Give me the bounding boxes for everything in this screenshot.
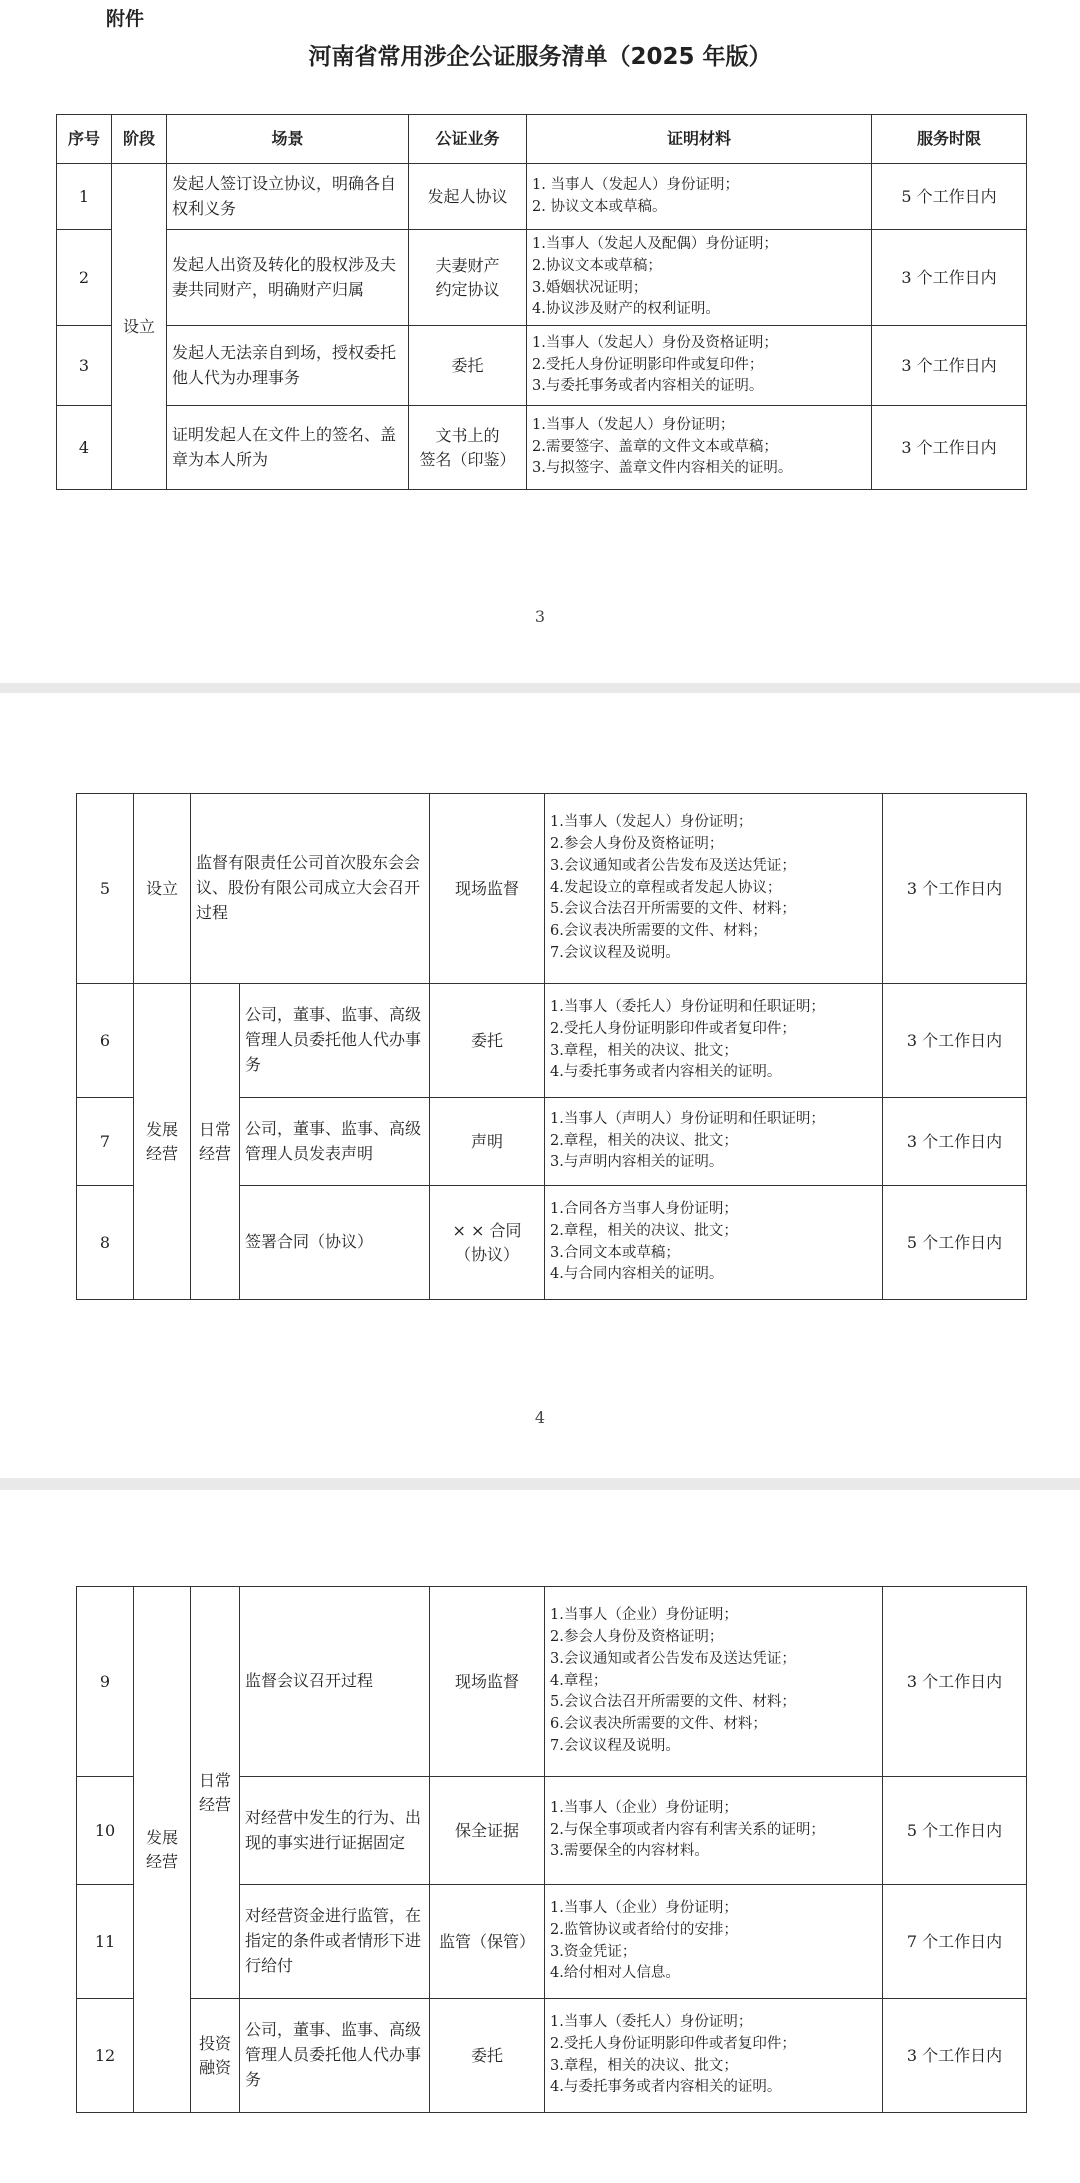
page-number: 4 [534, 1408, 546, 1427]
material-item: 2.受托人身份证明影印件或者复印件； [550, 2035, 796, 2052]
material-item: 4.与委托事务或者内容相关的证明。 [550, 2079, 782, 2096]
row-business: 保全证据 [430, 1777, 545, 1885]
row-materials [545, 794, 883, 984]
material-item: 1.合同各方当事人身份证明； [550, 1201, 738, 1217]
material-item: 1.当事人（发起人）身份证明； [532, 416, 735, 433]
row-no: 9 [77, 1587, 134, 1777]
row-time: 5 个工作日内 [883, 1777, 1027, 1885]
material-item: 5.会议合法召开所需要的文件、材料； [550, 1694, 796, 1711]
row-scene: 对经营中发生的行为、出现的事实进行证据固定 [240, 1777, 430, 1885]
material-item: 1.当事人（企业）身份证明； [550, 1607, 738, 1624]
table-row [77, 1999, 1027, 2113]
header-materials: 证明材料 [527, 115, 872, 164]
table-row [57, 164, 1027, 230]
row-no: 7 [77, 1098, 134, 1186]
page-1 [0, 0, 1080, 683]
row-scene: 公司，董事、监事、高级管理人员发表声明 [240, 1098, 430, 1186]
row-business: 现场监督 [430, 1587, 545, 1777]
material-item: 3.与拟签字、盖章文件内容相关的证明。 [532, 460, 793, 477]
row-scene: 签署合同（协议） [240, 1186, 430, 1300]
material-item: 4.发起设立的章程或者发起人协议； [550, 879, 782, 896]
row-scene: 监督会议召开过程 [240, 1587, 430, 1777]
stage-cell: 设立 [112, 164, 167, 490]
page-gap [0, 683, 1080, 693]
material-item: 1. 当事人（发起人）身份证明； [532, 176, 739, 193]
row-business: 夫妻财产 约定协议 [409, 230, 527, 326]
substage-cell: 日常 经营 [191, 1587, 240, 1999]
material-item: 3.会议通知或者公告发布及送达凭证； [550, 1650, 796, 1667]
row-business: 声明 [430, 1098, 545, 1186]
material-item: 1.当事人（发起人及配偶）身份证明； [532, 236, 778, 252]
row-business: 委托 [430, 984, 545, 1098]
table-row [57, 406, 1027, 490]
table-row [77, 984, 1027, 1098]
row-materials [527, 406, 872, 490]
row-materials [545, 1885, 883, 1999]
material-item: 4.给付相对人信息。 [550, 1965, 680, 1982]
row-scene: 监督有限责任公司首次股东会会议、股份有限公司成立大会召开过程 [191, 794, 430, 984]
material-item: 2.与保全事项或者内容有利害关系的证明； [550, 1821, 825, 1838]
row-business: 文书上的 签名（印鉴） [409, 406, 527, 490]
row-materials [545, 1999, 883, 2113]
attachment-label: 附件 [106, 8, 145, 30]
material-item: 7.会议议程及说明。 [550, 1737, 680, 1754]
row-scene: 公司，董事、监事、高级管理人员委托他人代办事务 [240, 1999, 430, 2113]
row-scene: 公司，董事、监事、高级管理人员委托他人代办事务 [240, 984, 430, 1098]
header-stage: 阶段 [112, 115, 167, 164]
material-item: 4.与委托事务或者内容相关的证明。 [550, 1064, 782, 1081]
row-materials [527, 230, 872, 326]
material-item: 2.监管协议或者给付的安排； [550, 1921, 738, 1938]
row-time: 3 个工作日内 [883, 1587, 1027, 1777]
material-item: 3.婚姻状况证明； [532, 279, 648, 296]
substage-cell: 投资 融资 [191, 1999, 240, 2113]
material-item: 2.需要签字、盖章的文件文本或草稿； [532, 438, 778, 455]
row-business: 发起人协议 [409, 164, 527, 230]
material-item: 3.与声明内容相关的证明。 [550, 1154, 724, 1171]
service-table-part-1 [56, 114, 1027, 490]
material-item: 4.章程； [550, 1672, 608, 1689]
row-materials [545, 1098, 883, 1186]
page-2 [0, 693, 1080, 1478]
row-time: 3 个工作日内 [883, 794, 1027, 984]
substage-cell: 日常 经营 [191, 984, 240, 1300]
material-item: 3.章程，相关的决议、批文； [550, 1042, 738, 1059]
page-number: 3 [534, 607, 546, 626]
table-row [57, 326, 1027, 406]
header-time: 服务时限 [872, 115, 1027, 164]
stage-cell: 设立 [134, 794, 191, 984]
document-title: 河南省常用涉企公证服务清单（2025 年版） [308, 44, 772, 70]
material-item: 4.与合同内容相关的证明。 [550, 1266, 724, 1283]
row-materials [527, 326, 872, 406]
material-item: 2.受托人身份证明影印件或复印件； [532, 356, 764, 373]
material-item: 2.参会人身份及资格证明； [550, 836, 724, 853]
material-item: 1.当事人（企业）身份证明； [550, 1799, 738, 1816]
row-materials [545, 1186, 883, 1300]
row-business: × × 合同 （协议） [430, 1186, 545, 1300]
row-materials [545, 1587, 883, 1777]
material-item: 2.参会人身份及资格证明； [550, 1629, 724, 1646]
material-item: 1.当事人（发起人）身份及资格证明； [532, 334, 778, 351]
material-item: 1.当事人（委托人）身份证明和任职证明； [550, 999, 825, 1015]
row-materials [545, 1777, 883, 1885]
row-no: 5 [77, 794, 134, 984]
row-no: 2 [57, 230, 112, 326]
header-business: 公证业务 [409, 115, 527, 164]
row-scene: 证明发起人在文件上的签名、盖章为本人所为 [167, 406, 409, 490]
row-time: 5 个工作日内 [872, 164, 1027, 230]
row-scene: 发起人签订设立协议，明确各自权利义务 [167, 164, 409, 230]
row-no: 12 [77, 1999, 134, 2113]
row-time: 3 个工作日内 [872, 326, 1027, 406]
material-item: 2.章程，相关的决议、批文； [550, 1132, 738, 1149]
material-item: 1.当事人（企业）身份证明； [550, 1900, 738, 1916]
material-item: 1.当事人（声明人）身份证明和任职证明； [550, 1110, 825, 1127]
service-table-part-2 [76, 793, 1027, 1300]
row-no: 6 [77, 984, 134, 1098]
material-item: 3.章程，相关的决议、批文； [550, 2057, 738, 2074]
material-item: 2. 协议文本或草稿。 [532, 198, 667, 215]
material-item: 3.会议通知或者公告发布及送达凭证； [550, 857, 796, 874]
row-no: 1 [57, 164, 112, 230]
material-item: 6.会议表决所需要的文件、材料； [550, 1716, 767, 1733]
row-business: 委托 [430, 1999, 545, 2113]
row-business: 委托 [409, 326, 527, 406]
row-no: 4 [57, 406, 112, 490]
stage-cell: 发展 经营 [134, 1587, 191, 2113]
material-item: 3.与委托事务或者内容相关的证明。 [532, 378, 764, 395]
row-scene: 对经营资金进行监管，在指定的条件或者情形下进行给付 [240, 1885, 430, 1999]
row-scene: 发起人无法亲自到场，授权委托他人代为办理事务 [167, 326, 409, 406]
row-time: 7 个工作日内 [883, 1885, 1027, 1999]
table-row [57, 230, 1027, 326]
stage-cell: 发展 经营 [134, 984, 191, 1300]
row-time: 5 个工作日内 [883, 1186, 1027, 1300]
material-item: 1.当事人（发起人）身份证明； [550, 814, 753, 831]
row-materials [527, 164, 872, 230]
material-item: 5.会议合法召开所需要的文件、材料； [550, 901, 796, 918]
page-gap [0, 1478, 1080, 1490]
material-item: 3.资金凭证； [550, 1943, 637, 1960]
row-no: 3 [57, 326, 112, 406]
row-no: 10 [77, 1777, 134, 1885]
row-scene: 发起人出资及转化的股权涉及夫妻共同财产，明确财产归属 [167, 230, 409, 326]
row-no: 11 [77, 1885, 134, 1999]
material-item: 2.章程，相关的决议、批文； [550, 1222, 738, 1239]
row-business: 监管（保管） [430, 1885, 545, 1999]
row-time: 3 个工作日内 [883, 1999, 1027, 2113]
material-item: 2.受托人身份证明影印件或者复印件； [550, 1020, 796, 1037]
header-scene: 场景 [167, 115, 409, 164]
row-time: 3 个工作日内 [872, 230, 1027, 326]
row-time: 3 个工作日内 [872, 406, 1027, 490]
table-row [77, 1587, 1027, 1777]
row-materials [545, 984, 883, 1098]
material-item: 1.当事人（委托人）身份证明； [550, 2014, 753, 2030]
row-time: 3 个工作日内 [883, 984, 1027, 1098]
material-item: 4.协议涉及财产的权利证明。 [532, 301, 720, 318]
table-row [77, 794, 1027, 984]
row-time: 3 个工作日内 [883, 1098, 1027, 1186]
page-3 [0, 1490, 1080, 2183]
row-no: 8 [77, 1186, 134, 1300]
table-header-row [57, 115, 1027, 164]
material-item: 6.会议表决所需要的文件、材料； [550, 923, 767, 940]
row-business: 现场监督 [430, 794, 545, 984]
header-no: 序号 [57, 115, 112, 164]
service-table-part-3 [76, 1586, 1027, 2113]
material-item: 2.协议文本或草稿； [532, 257, 662, 274]
material-item: 3.需要保全的内容材料。 [550, 1843, 709, 1860]
material-item: 3.合同文本或草稿； [550, 1244, 680, 1261]
material-item: 7.会议议程及说明。 [550, 944, 680, 961]
